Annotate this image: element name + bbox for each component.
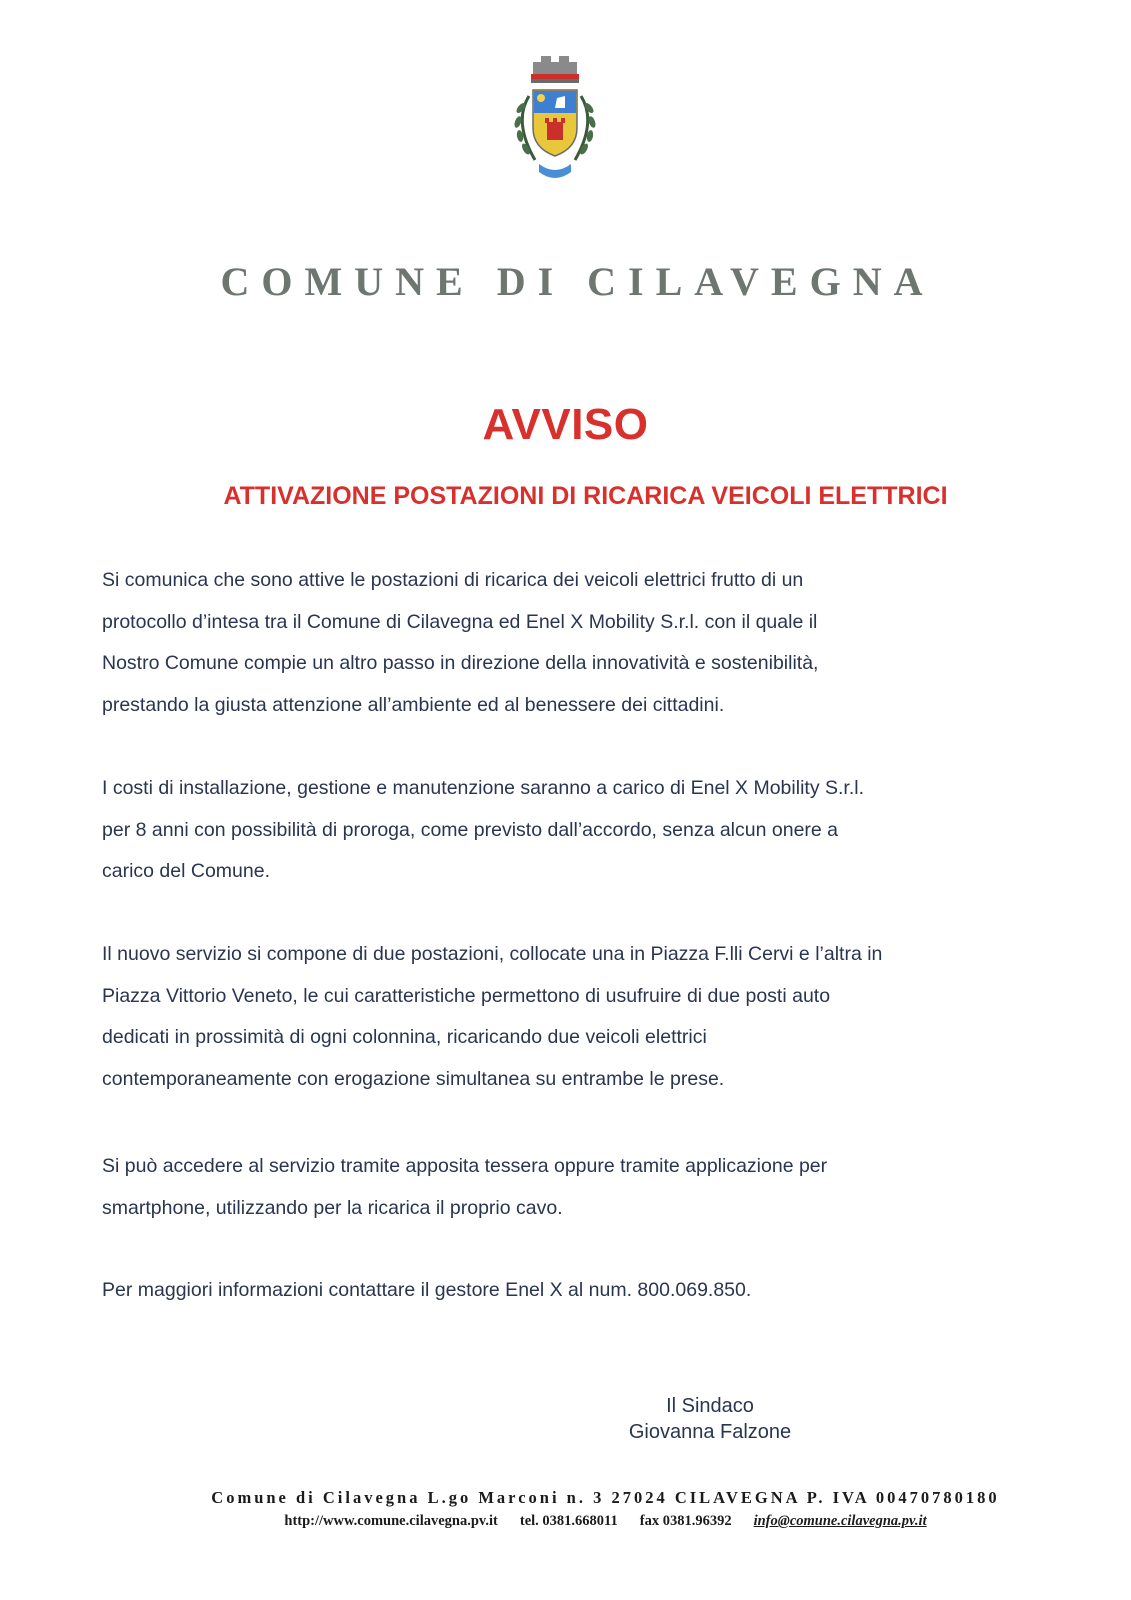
paragraph-access (102, 1146, 1002, 1229)
municipality-heading: COMUNE DI CILAVEGNA (220, 259, 935, 304)
footer-phone: tel. 0381.668011 (519, 1513, 618, 1529)
footer-fax: fax 0381.96392 (639, 1513, 732, 1529)
text-line: Si comunica che sono attive le postazioni di ricarica dei veicoli elettrici frutto di un (102, 569, 804, 591)
text-line: Per maggiori informazioni contattare il gestore Enel X al num. 800.069.850. (102, 1279, 752, 1301)
text-line: smartphone, utilizzando per la ricarica il proprio cavo. (102, 1196, 563, 1219)
signature-name: Giovanna Falzone (628, 1421, 792, 1443)
footer-website[interactable]: http://www.comune.cilavegna.pv.it (284, 1513, 498, 1529)
text-line: carico del Comune. (102, 860, 270, 882)
text-line: dedicati in prossimità di ogni colonnina, ricaricando due veicoli elettrici (102, 1026, 707, 1048)
text-line: I costi di installazione, gestione e manutenzione saranno a carico di Enel X Mobility S.r.l. (102, 777, 864, 799)
notice-subtitle: ATTIVAZIONE POSTAZIONI DI RICARICA VEICOLI ELETTRICI (223, 482, 948, 510)
text-line: Si può accedere al servizio tramite apposita tessera oppure tramite applicazione per (102, 1155, 828, 1177)
signature-role: Il Sindaco (666, 1395, 754, 1417)
paragraph-costs (102, 768, 1002, 893)
text-line: Piazza Vittorio Veneto, le cui caratteristiche permettono di usufruire di due posti auto (102, 984, 831, 1007)
footer-contacts (0, 1513, 1131, 1530)
coat-of-arms-icon (505, 52, 605, 187)
footer-address: Comune di Cilavegna L.go Marconi n. 3 27024 CILAVEGNA P. IVA 00470780180 (211, 1488, 1000, 1507)
notice-title: AVVISO (482, 400, 649, 449)
paragraph-intro (102, 560, 1002, 726)
text-line: contemporaneamente con erogazione simultanea su entrambe le prese. (102, 1067, 725, 1090)
text-line: Nostro Comune compie un altro passo in direzione della innovatività e sostenibilità, (102, 652, 819, 674)
text-line: protocollo d’intesa tra il Comune di Cilavegna ed Enel X Mobility S.r.l. con il quale il (102, 610, 818, 633)
paragraph-service (102, 934, 1002, 1100)
text-line: prestando la giusta attenzione all’ambiente ed al benessere dei cittadini. (102, 693, 725, 716)
footer-email[interactable]: info@comune.cilavegna.pv.it (753, 1513, 927, 1529)
text-line: Il nuovo servizio si compone di due postazioni, collocate una in Piazza F.lli Cervi e l’altra in (102, 943, 883, 965)
paragraph-contact (102, 1270, 1002, 1312)
signature-block (610, 1393, 810, 1445)
text-line: per 8 anni con possibilità di proroga, come previsto dall’accordo, senza alcun onere a (102, 818, 839, 841)
